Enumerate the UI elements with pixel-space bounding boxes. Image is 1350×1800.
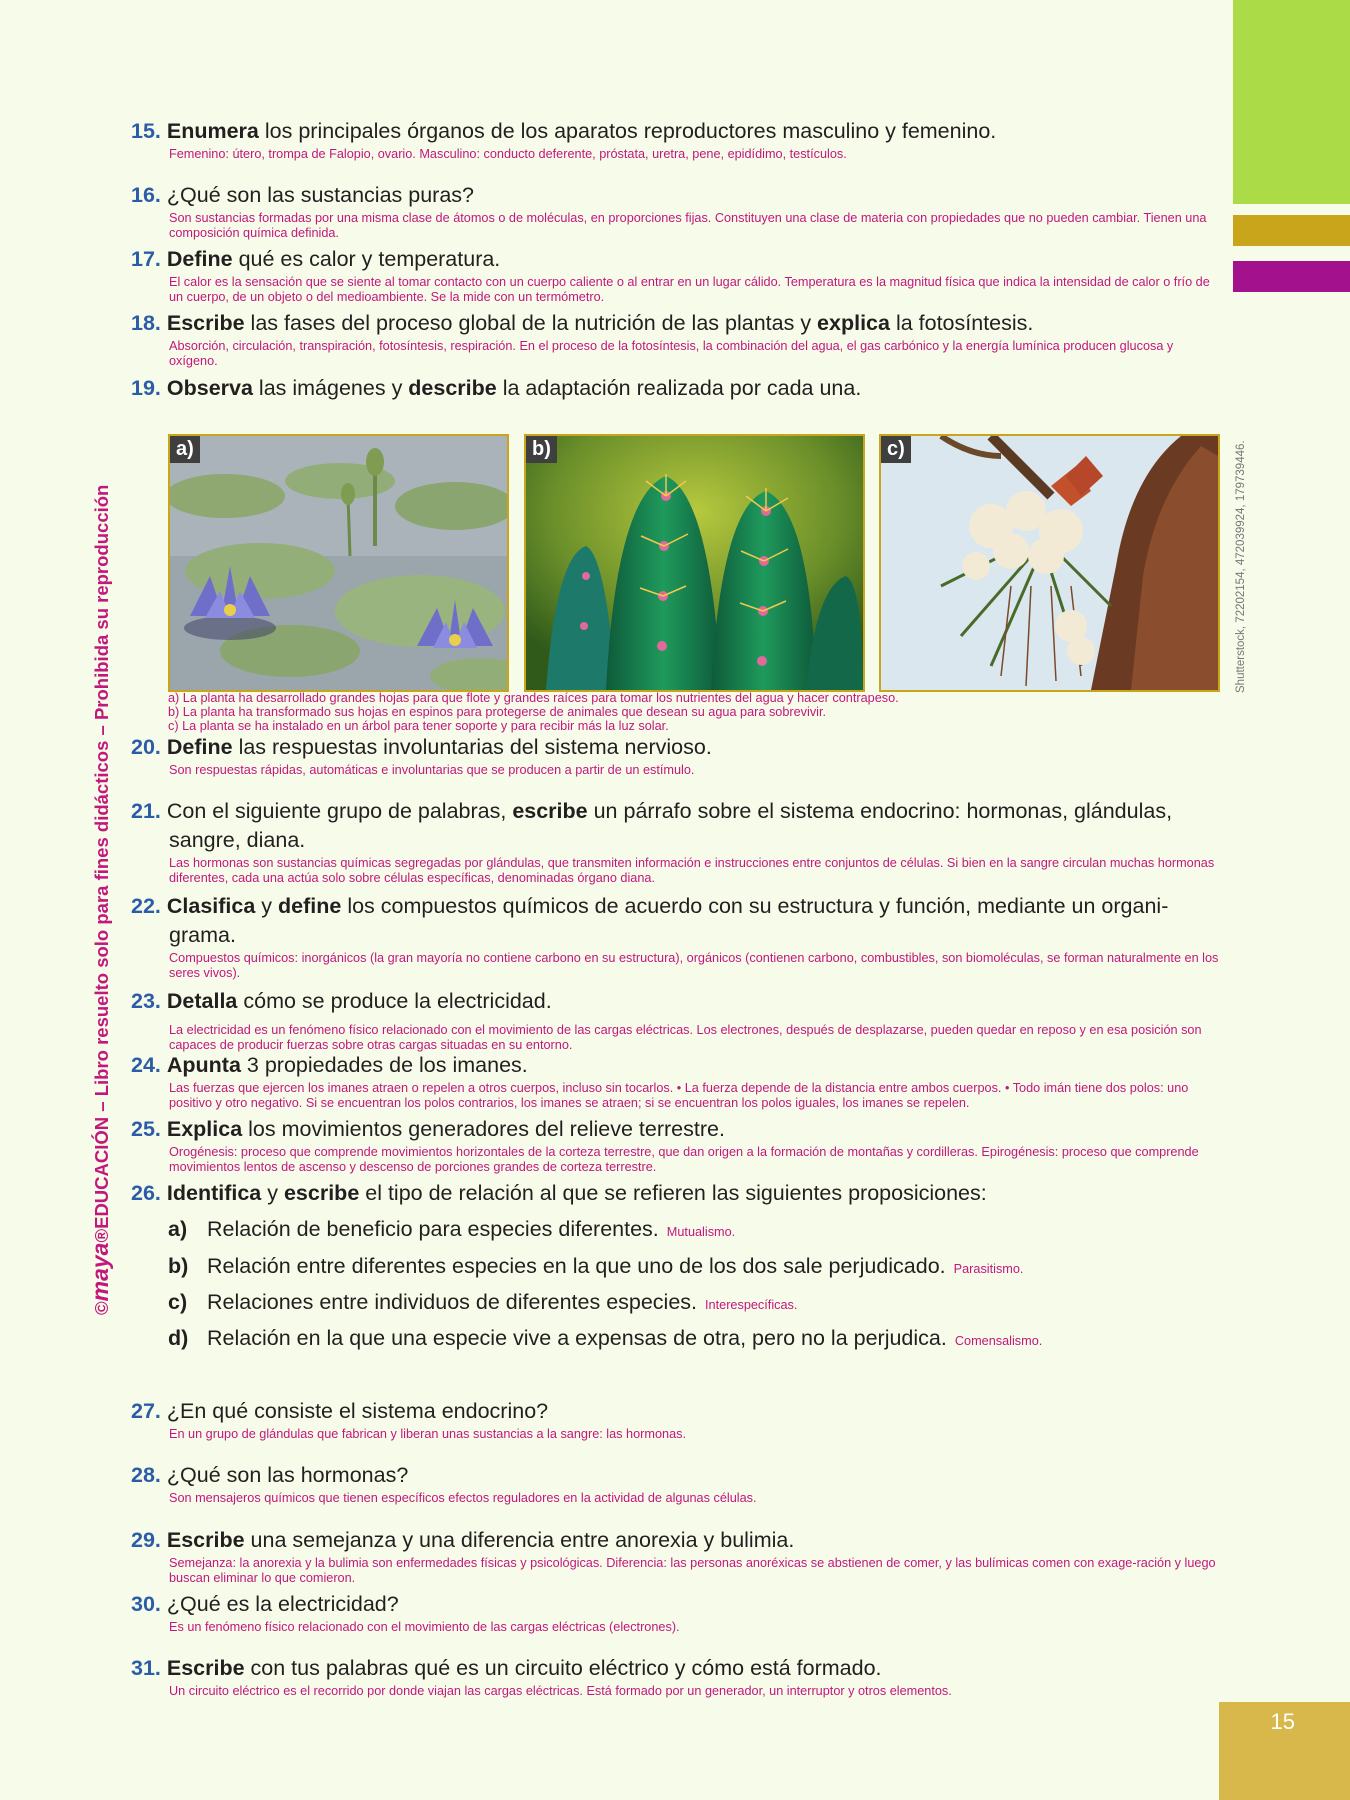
sub-item-b xyxy=(168,1252,1023,1284)
question-text: y xyxy=(255,894,279,918)
question-text: el tipo de relación al que se refieren las siguientes proposiciones: xyxy=(359,1181,987,1205)
answer-text: Semejanza: la anorexia y la bulimia son enfermedades físicas y psicológicas. Diferencia: las personas anoréxicas se abstienen de comer, y las bulímicas comen con exage-ración y luego buscan eliminar lo que comieron. xyxy=(169,1556,1216,1585)
question-text: los principales órganos de los aparatos reproductores masculino y femenino. xyxy=(258,119,997,143)
question-number: 27. xyxy=(131,1399,161,1423)
sub-item-c xyxy=(168,1288,797,1320)
sub-item-letter: d) xyxy=(168,1326,189,1350)
question-verb: Observa xyxy=(166,376,253,400)
answer-text: El calor es la sensación que se siente al tomar contacto con un cuerpo caliente o al entrar en un lugar cálido. Temperatura es la magnitud física que indica la intensidad de calor o frío de un cuerpo, de un objeto o del medioambiente. Se la mide con un termómetro. xyxy=(169,275,1210,304)
question-text: ¿En qué consiste el sistema endocrino? xyxy=(166,1399,549,1423)
question-number: 26. xyxy=(131,1181,161,1205)
sub-item-letter: c) xyxy=(168,1290,188,1314)
sub-item-answer: Parasitismo. xyxy=(953,1262,1024,1276)
question-number: 21. xyxy=(131,799,161,823)
sub-item-d xyxy=(168,1324,1042,1356)
photo-captions xyxy=(168,691,1218,733)
question-20 xyxy=(131,733,1221,778)
orchid-tree-illustration xyxy=(881,436,1218,690)
question-text: Con el siguiente grupo de palabras, xyxy=(166,799,513,823)
page-number: 15 xyxy=(1270,1709,1295,1734)
caption-b: b) La planta ha transformado sus hojas en espinos para protegerse de animales que desean su agua para sobrevivir. xyxy=(168,705,827,719)
answer-text: Las fuerzas que ejercen los imanes atraen o repelen a otros cuerpos, incluso sin tocarlos. • La fuerza depende de la distancia entre ambos cuerpos. • Todo imán tiene dos polos: uno positivo y otro negativo. Si se encuentran los polos contrarios, los imanes se atraen; si se encuentran los polos iguales, los imanes se repelen. xyxy=(169,1081,1189,1110)
question-number: 17. xyxy=(131,247,161,271)
question-text: la adaptación realizada por cada una. xyxy=(496,376,862,400)
photo-label-a: a) xyxy=(170,436,200,463)
question-verb: Escribe xyxy=(166,1528,245,1552)
question-28 xyxy=(131,1461,1221,1506)
accent-tab-green xyxy=(1233,0,1350,204)
sub-item-answer: Mutualismo. xyxy=(666,1225,736,1239)
water-lily-illustration xyxy=(170,436,507,690)
question-verb: Define xyxy=(166,735,233,759)
question-verb: Apunta xyxy=(166,1053,241,1077)
sub-item-text: Relación entre diferentes especies en la que uno de los dos sale perjudicado. xyxy=(207,1254,946,1278)
side-text-rest: EDUCACIÓN – Libro resuelto solo para fines didácticos – Prohibida su reproducción xyxy=(91,484,112,1229)
question-text: los movimientos generadores del relieve terrestre. xyxy=(242,1117,725,1141)
question-text: las respuestas involuntarias del sistema nervioso. xyxy=(232,735,712,759)
question-verb: escribe xyxy=(283,1181,360,1205)
question-number: 25. xyxy=(131,1117,161,1141)
answer-text: Es un fenómeno físico relacionado con el movimiento de las cargas eléctricas (electrones). xyxy=(169,1620,680,1634)
sub-item-letter: b) xyxy=(168,1254,189,1278)
question-text: 3 propiedades de los imanes. xyxy=(240,1053,528,1077)
question-number: 19. xyxy=(131,376,161,400)
question-verb: Detalla xyxy=(166,989,238,1013)
question-text: las imágenes y xyxy=(252,376,409,400)
question-30 xyxy=(131,1590,1221,1635)
question-15 xyxy=(131,117,1221,162)
photo-orchid-tree xyxy=(879,434,1220,692)
question-24 xyxy=(131,1051,1221,1111)
question-number: 30. xyxy=(131,1592,161,1616)
question-17 xyxy=(131,245,1221,305)
answer-text: Femenino: útero, trompa de Falopio, ovario. Masculino: conducto deferente, próstata, uretra, pene, epidídimo, testículos. xyxy=(169,147,847,161)
photo-label-c: c) xyxy=(881,436,911,463)
accent-tab-gold xyxy=(1233,215,1350,246)
question-27 xyxy=(131,1397,1221,1442)
question-number: 28. xyxy=(131,1463,161,1487)
answer-text: Son sustancias formadas por una misma clase de átomos o de moléculas, en proporciones fijas. Constituyen una clase de materia con propiedades que no pueden cambiar. Tienen una composición química definida. xyxy=(169,211,1207,240)
answer-text: La electricidad es un fenómeno físico relacionado con el movimiento de las cargas eléctricas. Los electrones, después de desplazarse, pueden quedar en reposo y en esa posición son capaces de producir fuerzas sobre otras cargas situadas en su entorno. xyxy=(169,1023,1202,1052)
question-number: 16. xyxy=(131,183,161,207)
question-text: qué es calor y temperatura. xyxy=(232,247,501,271)
photo-water-lily xyxy=(168,434,509,692)
answer-text: Son mensajeros químicos que tienen específicos efectos reguladores en la actividad de algunas células. xyxy=(169,1491,757,1505)
answer-text: Son respuestas rápidas, automáticas e involuntarias que se producen a partir de un estímulo. xyxy=(169,763,695,777)
sub-item-a xyxy=(168,1215,735,1247)
question-text: cómo se produce la electricidad. xyxy=(237,989,552,1013)
brand-logo: maya xyxy=(87,1242,113,1302)
question-text: las fases del proceso global de la nutrición de las plantas y xyxy=(244,311,818,335)
question-text: una semejanza y una diferencia entre anorexia y bulimia. xyxy=(244,1528,795,1552)
question-number: 15. xyxy=(131,119,161,143)
question-18 xyxy=(131,309,1221,369)
photo-label-b: b) xyxy=(526,436,557,463)
sub-item-text: Relaciones entre individuos de diferentes especies. xyxy=(207,1290,698,1314)
question-verb: define xyxy=(278,894,342,918)
question-text: un párrafo sobre el sistema endocrino: hormonas, glándulas, sangre, diana. xyxy=(169,799,1173,852)
sub-item-letter: a) xyxy=(168,1217,188,1241)
question-text: ¿Qué son las hormonas? xyxy=(166,1463,409,1487)
question-verb: explica xyxy=(817,311,890,335)
question-31 xyxy=(131,1654,1221,1699)
sub-item-answer: Comensalismo. xyxy=(954,1334,1043,1348)
caption-c: c) La planta se ha instalado en un árbol para tener soporte y para recibir más la luz solar. xyxy=(168,719,669,733)
question-21 xyxy=(131,797,1221,886)
photo-cactus xyxy=(524,434,865,692)
question-text: con tus palabras qué es un circuito eléctrico y cómo está formado. xyxy=(244,1656,882,1680)
question-verb: Define xyxy=(166,247,233,271)
accent-tab-magenta xyxy=(1233,261,1350,292)
registered-symbol: ® xyxy=(91,1228,112,1243)
question-verb: Escribe xyxy=(166,311,245,335)
question-16 xyxy=(131,181,1221,241)
question-text: los compuestos químicos de acuerdo con su estructura y función, mediante un organi-grama. xyxy=(169,894,1169,947)
photo-credit: Shutterstock, 72202154, 472039924, 179739446. xyxy=(1235,440,1247,693)
question-number: 31. xyxy=(131,1656,161,1680)
question-22 xyxy=(131,892,1221,981)
answer-text: En un grupo de glándulas que fabrican y liberan unas sustancias a la sangre: las hormonas. xyxy=(169,1427,686,1441)
answer-text: Un circuito eléctrico es el recorrido por donde viajan las cargas eléctricas. Está formado por un generador, un interruptor y otros elementos. xyxy=(169,1684,952,1698)
answer-text: Compuestos químicos: inorgánicos (la gran mayoría no contiene carbono en su estructura), orgánicos (contienen carbono, combustibles, son biomoléculas, se forman naturalmente en los seres vivos). xyxy=(169,951,1219,980)
question-text: la fotosíntesis. xyxy=(889,311,1034,335)
question-number: 18. xyxy=(131,311,161,335)
question-number: 20. xyxy=(131,735,161,759)
sub-item-answer: Interespecíficas. xyxy=(705,1298,798,1312)
side-copyright-text xyxy=(87,484,113,1315)
question-verb: describe xyxy=(408,376,497,400)
question-23 xyxy=(131,987,1221,1053)
question-number: 29. xyxy=(131,1528,161,1552)
question-29 xyxy=(131,1526,1221,1586)
sub-item-text: Relación en la que una especie vive a expensas de otra, pero no la perjudica. xyxy=(207,1326,947,1350)
question-number: 22. xyxy=(131,894,161,918)
answer-text: Absorción, circulación, transpiración, fotosíntesis, respiración. En el proceso de la fotosíntesis, la combinación del agua, el gas carbónico y la energía lumínica producen glucosa y oxígeno. xyxy=(169,339,1174,368)
question-text: ¿Qué es la electricidad? xyxy=(166,1592,399,1616)
question-verb: Enumera xyxy=(166,119,259,143)
question-25 xyxy=(131,1115,1221,1175)
question-number: 24. xyxy=(131,1053,161,1077)
question-verb: Explica xyxy=(166,1117,243,1141)
cactus-illustration xyxy=(526,436,863,690)
copyright-symbol: © xyxy=(91,1301,112,1315)
question-text: ¿Qué son las sustancias puras? xyxy=(166,183,475,207)
sub-item-text: Relación de beneficio para especies diferentes. xyxy=(207,1217,659,1241)
question-verb: Escribe xyxy=(166,1656,245,1680)
question-text: y xyxy=(261,1181,284,1205)
question-26 xyxy=(131,1179,1221,1208)
caption-a: a) La planta ha desarrollado grandes hojas para que flote y grandes raíces para tomar los nutrientes del agua y hacer contrapeso. xyxy=(168,691,899,705)
question-19 xyxy=(131,374,1221,403)
answer-text: Orogénesis: proceso que comprende movimientos horizontales de la corteza terrestre, que dan origen a la formación de montañas y cordilleras. Epirogénesis: proceso que comprende movimientos lentos de ascenso y descenso de porciones grandes de corteza terrestre. xyxy=(169,1145,1199,1174)
answer-text: Las hormonas son sustancias químicas segregadas por glándulas, que transmiten información e instrucciones entre conjuntos de células. Si bien en la sangre circulan muchas hormonas diferentes, cada una actúa solo sobre células específicas, denominadas órgano diana. xyxy=(169,856,1215,885)
question-number: 23. xyxy=(131,989,161,1013)
question-verb: Identifica xyxy=(166,1181,262,1205)
question-verb: Clasifica xyxy=(166,894,256,918)
question-verb: escribe xyxy=(512,799,588,823)
